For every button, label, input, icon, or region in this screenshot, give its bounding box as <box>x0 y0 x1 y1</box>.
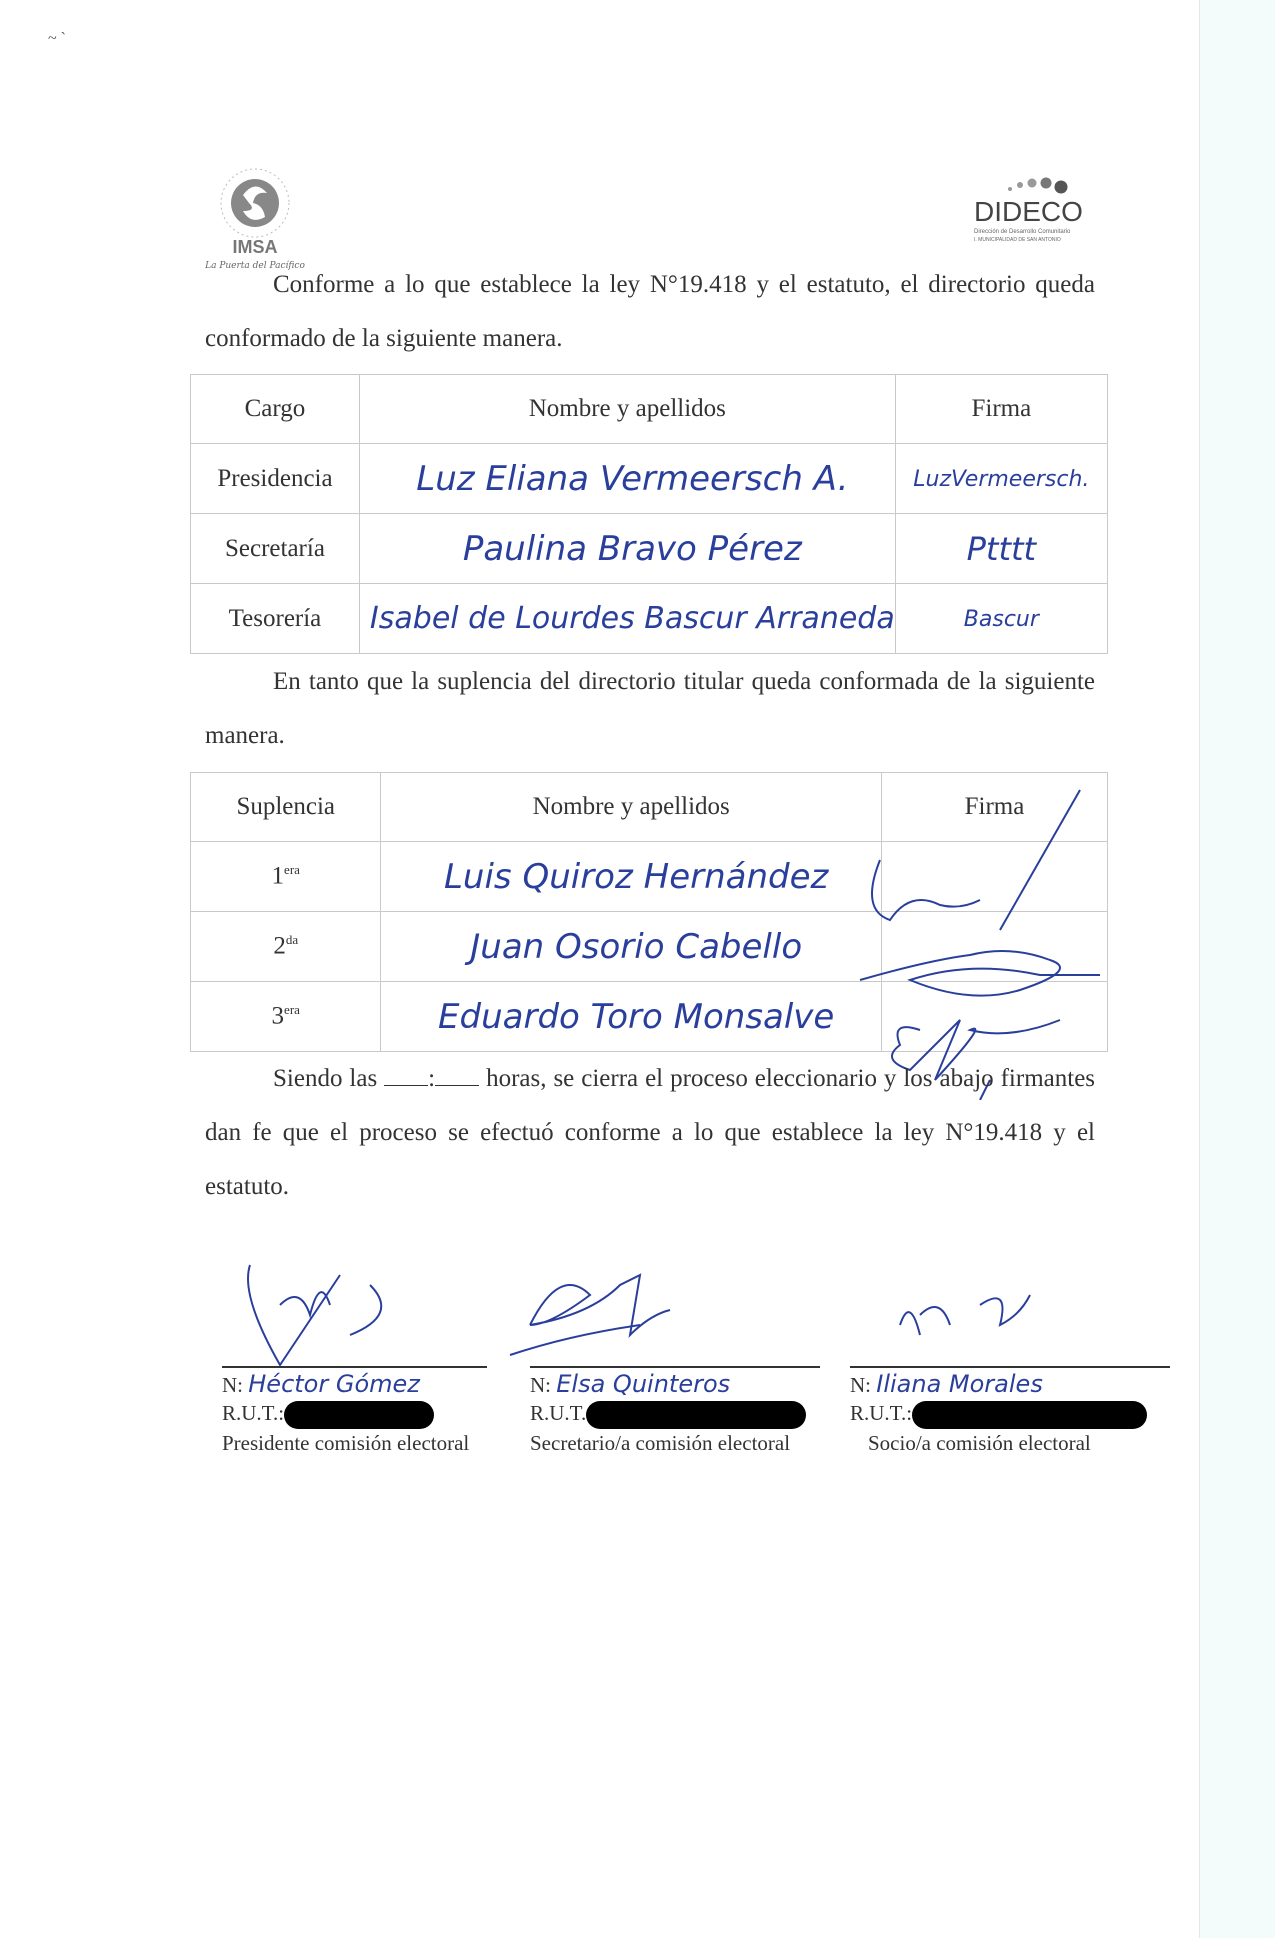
minute-blank <box>435 1065 479 1086</box>
handwritten-name: Juan Osorio Cabello <box>381 912 881 982</box>
dideco-logo <box>970 175 1090 255</box>
handwritten-name: Isabel de Lourdes Bascur Arraneda <box>359 584 895 654</box>
table-row <box>191 444 1108 514</box>
name-label: N: <box>530 1373 551 1397</box>
signature-cell <box>895 584 1107 654</box>
handwritten-name: Paulina Bravo Pérez <box>359 514 895 584</box>
table-row <box>191 514 1108 584</box>
signature-cell <box>895 514 1107 584</box>
table-row <box>191 584 1108 654</box>
name-label: N: <box>850 1373 871 1397</box>
signer-signatures <box>220 1255 1140 1375</box>
order-cell: $2^{da}$ <box>191 912 381 982</box>
rut-label: R.U.T.: <box>850 1401 913 1425</box>
signer-member <box>850 1366 1170 1457</box>
header-firma: Firma <box>881 773 1107 842</box>
rut-redaction <box>912 1401 1147 1429</box>
imsa-logo-text: IMSA <box>232 237 278 257</box>
signer-president <box>222 1366 487 1457</box>
dideco-sub2: I. MUNICIPALIDAD DE SAN ANTONIO <box>974 237 1061 243</box>
rut-label: R.U.T. <box>530 1401 587 1425</box>
handwritten-name: Luis Quiroz Hernández <box>381 842 881 912</box>
rut-redaction <box>586 1401 806 1429</box>
rut-redaction <box>284 1401 434 1429</box>
signature-line <box>850 1366 1170 1368</box>
cargo-cell: Secretaría <box>191 514 360 584</box>
header-firma: Firma <box>895 375 1107 444</box>
order-cell: $1^{era}$ <box>191 842 381 912</box>
header-cargo: Cargo <box>191 375 360 444</box>
signer-role: Socio/a comisión electoral <box>868 1431 1091 1456</box>
header-suplencia: Suplencia <box>191 773 381 842</box>
order-cell: $3^{era}$ <box>191 982 381 1052</box>
signer-name: Iliana Morales <box>876 1370 1043 1398</box>
rut-label: R.U.T.: <box>222 1401 285 1425</box>
intro-paragraph: Conforme a lo que establece la ley N°19.418 y el estatuto, el directorio queda conformado de la siguiente manera. <box>205 271 1095 352</box>
signature-line <box>530 1366 820 1368</box>
cargo-cell: Presidencia <box>191 444 360 514</box>
handwritten-name: Luz Eliana Vermeersch A. <box>359 444 895 514</box>
header-nombre: Nombre y apellidos <box>381 773 881 842</box>
dideco-sub1: Dirección de Desarrollo Comunitario <box>974 229 1071 235</box>
signer-name: Héctor Gómez <box>248 1370 420 1398</box>
signature: Bascur <box>963 606 1039 632</box>
signer-name: Elsa Quinteros <box>556 1370 731 1398</box>
page-edge <box>1199 0 1275 1938</box>
cargo-cell: Tesorería <box>191 584 360 654</box>
board-table-header <box>191 375 1108 444</box>
signer-secretary <box>530 1366 820 1457</box>
dideco-logo-text: DIDECO <box>974 196 1083 227</box>
signer-role: Secretario/a comisión electoral <box>530 1431 791 1456</box>
scan-mark: ~ ` <box>48 30 66 47</box>
signer-role: Presidente comisión electoral <box>222 1431 470 1456</box>
hour-blank <box>384 1065 428 1086</box>
signature-cell <box>895 444 1107 514</box>
signature: Ptttt <box>966 529 1037 568</box>
substitute-paragraph: En tanto que la suplencia del directorio titular queda conformada de la siguiente manera. <box>205 668 1095 749</box>
imsa-tagline: La Puerta del Pacífico <box>205 261 305 271</box>
board-table <box>190 374 1108 654</box>
name-label: N: <box>222 1373 243 1397</box>
closing-paragraph: Siendo las : horas, se cierra el proceso eleccionario y los abajo firmantes dan fe que el proceso se efectuó conforme a lo que establece la ley N°19.418 y el estatuto. <box>205 1065 1096 1200</box>
signature: LuzVermeersch. <box>913 466 1090 492</box>
handwritten-name: Eduardo Toro Monsalve <box>381 982 881 1052</box>
header-nombre: Nombre y apellidos <box>359 375 895 444</box>
signature-line <box>222 1366 487 1368</box>
